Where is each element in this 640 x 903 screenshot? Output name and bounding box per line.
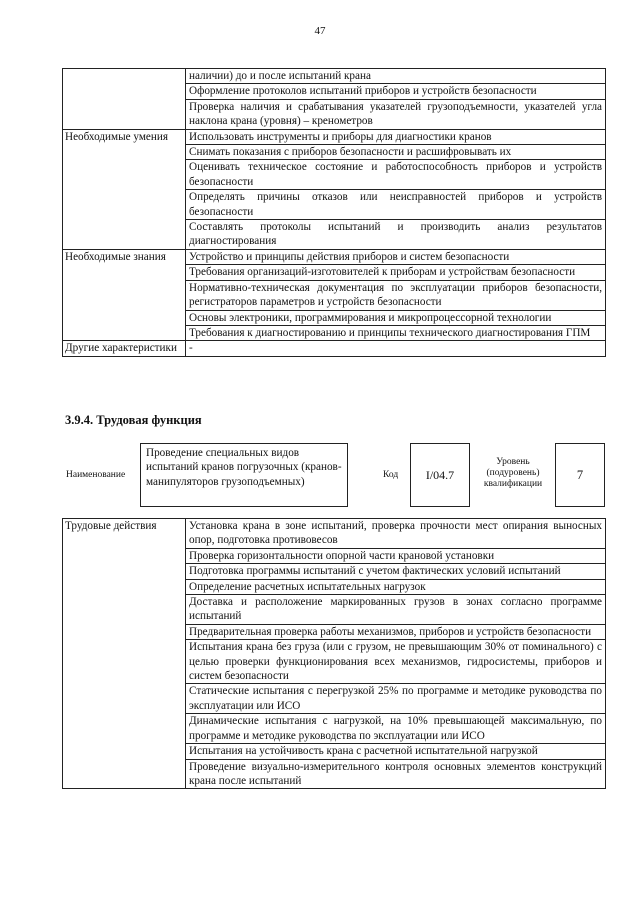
item-cell: наличии) до и после испытаний крана <box>186 69 606 84</box>
labor-actions-table <box>62 518 606 789</box>
item-cell: Предварительная проверка работы механизмов, приборов и устройств безопасности <box>186 624 606 639</box>
item-cell: Установка крана в зоне испытаний, проверка прочности мест опирания выносных опор, подготовка противовесов <box>186 519 606 549</box>
item-cell: Испытания крана без груза (или с грузом, не превышающим 30% от поминального) с целью проверки функционирования всех механизмов, гидросистемы, приборов и систем безопасности <box>186 640 606 684</box>
item-cell: Проведение визуально-измерительного контроля основных элементов конструкций крана после испытаний <box>186 759 606 789</box>
item-cell: Устройство и принципы действия приборов и систем безопасности <box>186 249 606 264</box>
item-cell: Составлять протоколы испытаний и производить анализ результатов диагностирования <box>186 220 606 250</box>
section-title: 3.9.4. Трудовая функция <box>65 413 202 427</box>
function-code: I/04.7 <box>410 443 470 507</box>
table-row <box>63 129 606 144</box>
category-cell: Необходимые умения <box>63 129 186 249</box>
table-row <box>63 249 606 264</box>
item-cell: Испытания на устойчивость крана с расчетной испытательной нагрузкой <box>186 744 606 759</box>
level-label: Уровень (подуровень) квалификации <box>483 457 543 489</box>
function-name: Проведение специальных видов испытаний кранов погрузочных (кранов-манипуляторов грузоподъемных) <box>140 443 348 507</box>
category-cell: Другие характеристики <box>63 341 186 356</box>
qualification-level: 7 <box>555 443 605 507</box>
name-label: Наименование <box>66 470 126 480</box>
item-cell: Оформление протоколов испытаний приборов и устройств безопасности <box>186 84 606 99</box>
page-number: 47 <box>314 25 326 37</box>
category-cell: Трудовые действия <box>63 519 186 789</box>
item-cell: Статические испытания с перегрузкой 25% по программе и методике руководства по эксплуатации или ИСО <box>186 684 606 714</box>
item-cell: Доставка и расположение маркированных грузов в зонах согласно программе испытаний <box>186 595 606 625</box>
item-cell: - <box>186 341 606 356</box>
item-cell: Использовать инструменты и приборы для диагностики кранов <box>186 129 606 144</box>
table-row <box>63 341 606 356</box>
table-row <box>63 69 606 84</box>
category-cell <box>63 69 186 130</box>
item-cell: Основы электроники, программирования и микропроцессорной технологии <box>186 310 606 325</box>
table-row <box>63 519 606 549</box>
item-cell: Оценивать техническое состояние и работоспособность приборов и устройств безопасности <box>186 160 606 190</box>
labor-actions-table-body <box>63 519 606 789</box>
item-cell: Снимать показания с приборов безопасности и расшифровывать их <box>186 145 606 160</box>
item-cell: Нормативно-техническая документация по эксплуатации приборов безопасности, регистраторов параметров и устройств безопасности <box>186 280 606 310</box>
requirements-table <box>62 68 606 357</box>
category-cell: Необходимые знания <box>63 249 186 340</box>
item-cell: Требования организаций-изготовителей к приборам и устройствам безопасности <box>186 265 606 280</box>
item-cell: Определять причины отказов или неисправностей приборов и устройств безопасности <box>186 190 606 220</box>
item-cell: Проверка наличия и срабатывания указателей грузоподъемности, указателей угла наклона крана (уровня) – кренометров <box>186 99 606 129</box>
item-cell: Определение расчетных испытательных нагрузок <box>186 579 606 594</box>
item-cell: Проверка горизонтальности опорной части крановой установки <box>186 548 606 563</box>
code-label: Код <box>383 470 399 480</box>
requirements-table-body <box>63 69 606 357</box>
item-cell: Динамические испытания с нагрузкой, на 10% превышающей максимальную, по программе и методике руководства по эксплуатации или ИСО <box>186 714 606 744</box>
item-cell: Подготовка программы испытаний с учетом фактических условий испытаний <box>186 564 606 579</box>
item-cell: Требования к диагностированию и принципы технического диагностирования ГПМ <box>186 325 606 340</box>
